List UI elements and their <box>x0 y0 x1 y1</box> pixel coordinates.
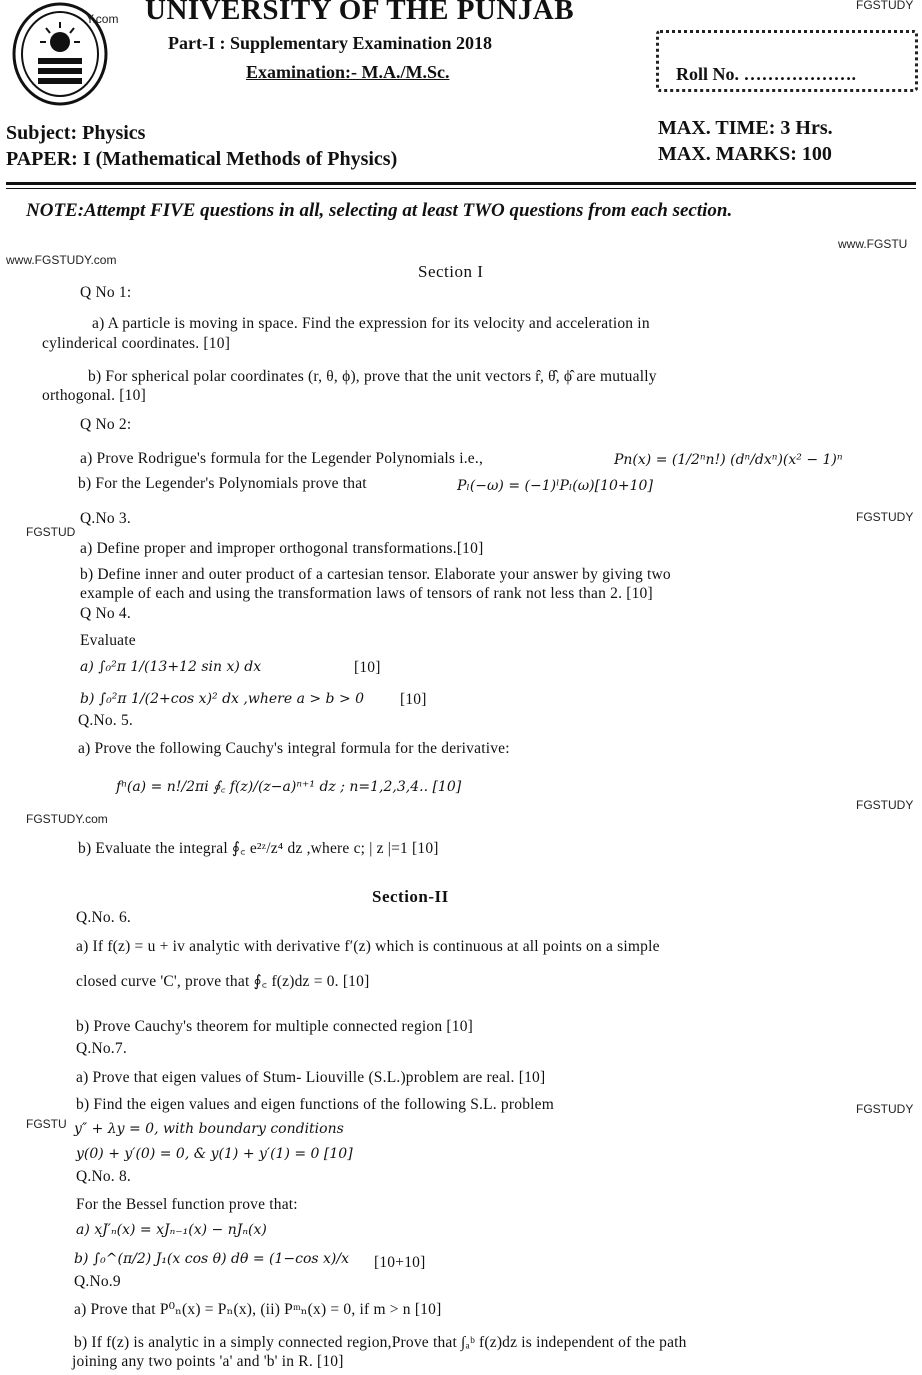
max-marks: MAX. MARKS: 100 <box>658 143 832 165</box>
section-1-title: Section I <box>418 262 484 281</box>
q8b-formula: b) ∫₀^(π/2) J₁(x cos θ) dθ = (1−cos x)/x <box>74 1251 349 1267</box>
divider <box>6 182 916 185</box>
q2-label: Q No 2: <box>80 416 132 433</box>
section-2-title: Section-II <box>372 887 449 906</box>
q4b-marks: [10] <box>400 691 427 708</box>
q5-label: Q.No. 5. <box>78 712 133 729</box>
q3b-text: example of each and using the transformation laws of tensors of rank not less than 2. [10] <box>80 585 653 602</box>
legendre-parity-formula: Pₗ(−ω) = (−1)ˡPₗ(ω)[10+10] <box>457 478 653 494</box>
watermark: FGSTUDY <box>856 0 914 12</box>
q8a-formula: a) xJ′ₙ(x) = xJₙ₋₁(x) − nJₙ(x) <box>76 1222 267 1238</box>
q6a-text: closed curve 'C', prove that ∮꜀ f(z)dz = 0. [10] <box>76 973 370 990</box>
q4a-marks: [10] <box>354 659 381 676</box>
q2a-text: a) Prove Rodrigue's formula for the Legender Polynomials i.e., <box>80 450 484 467</box>
watermark: Y.com <box>86 12 119 26</box>
note: NOTE:Attempt FIVE questions in all, selecting at least TWO questions from each section. <box>26 200 733 221</box>
q4b-integral: b) ∫₀²π 1/(2+cos x)² dx ,where a > b > 0 <box>80 691 365 707</box>
q4-evaluate: Evaluate <box>80 632 136 649</box>
rodrigue-formula: Pn(x) = (1/2ⁿn!) (dⁿ/dxⁿ)(x² − 1)ⁿ <box>614 452 843 468</box>
q8-label: Q.No. 8. <box>76 1168 131 1185</box>
q4a-integral: a) ∫₀²π 1/(13+12 sin x) dx <box>80 659 262 675</box>
q5a-text: a) Prove the following Cauchy's integral formula for the derivative: <box>78 740 510 757</box>
roll-number-label: Roll No. ………………. <box>676 64 856 84</box>
cauchy-formula: fⁿ(a) = n!/2πi ∮꜀ f(z)/(z−a)ⁿ⁺¹ dz ; n=1,2,3,4.. [10] <box>116 779 462 795</box>
q3b-text: b) Define inner and outer product of a cartesian tensor. Elaborate your answer by giving two <box>80 566 671 583</box>
watermark: FGSTUDY <box>856 798 914 812</box>
q9-label: Q.No.9 <box>74 1273 121 1290</box>
q8-intro: For the Bessel function prove that: <box>76 1196 298 1213</box>
watermark: FGSTUD <box>26 525 76 539</box>
q2b-text: b) For the Legender's Polynomials prove that <box>78 475 367 492</box>
max-time: MAX. TIME: 3 Hrs. <box>658 117 833 139</box>
exam-line: Part-I : Supplementary Examination 2018 <box>168 33 492 53</box>
q1a-text: a) A particle is moving in space. Find the expression for its velocity and acceleration in <box>92 315 650 332</box>
subject-label: Subject: Physics <box>6 122 146 144</box>
q6-label: Q.No. 6. <box>76 909 131 926</box>
q1a-text: cylinderical coordinates. [10] <box>42 335 231 352</box>
q1b-text: orthogonal. [10] <box>42 387 146 404</box>
divider <box>6 188 916 189</box>
q3a-text: a) Define proper and improper orthogonal transformations.[10] <box>80 540 484 557</box>
q9a-text: a) Prove that P⁰ₙ(x) = Pₙ(x), (ii) Pᵐₙ(x) = 0, if m > n [10] <box>74 1301 442 1318</box>
q8-marks: [10+10] <box>374 1254 426 1271</box>
paper-label: PAPER: I (Mathematical Methods of Physics) <box>6 148 398 170</box>
q6b-text: b) Prove Cauchy's theorem for multiple connected region [10] <box>76 1018 474 1035</box>
exam-type: Examination:- M.A./M.Sc. <box>246 62 450 82</box>
boundary-conditions: y(0) + y′(0) = 0, & y(1) + y′(1) = 0 [10] <box>76 1146 353 1162</box>
q1b-text: b) For spherical polar coordinates (r, θ, ϕ), prove that the unit vectors r̂, θ̂, ϕ̂ are mutually <box>88 368 657 385</box>
q7-label: Q.No.7. <box>76 1040 127 1057</box>
watermark: FGSTU <box>26 1117 67 1131</box>
q9b-text: joining any two points 'a' and 'b' in R. [10] <box>72 1353 344 1370</box>
watermark: FGSTUDY <box>856 1102 914 1116</box>
q6a-text: a) If f(z) = u + iv analytic with derivative f′(z) which is continuous at all points on a simple <box>76 938 660 955</box>
q9b-text: b) If f(z) is analytic in a simply connected region,Prove that ∫ₐᵇ f(z)dz is independent of the path <box>74 1334 687 1351</box>
q7a-text: a) Prove that eigen values of Stum- Liouville (S.L.)problem are real. [10] <box>76 1069 546 1086</box>
q3-label: Q.No 3. <box>80 510 131 527</box>
watermark: FGSTUDY.com <box>26 812 108 826</box>
watermark: www.FGSTUDY.com <box>6 253 117 267</box>
q7b-text: b) Find the eigen values and eigen functions of the following S.L. problem <box>76 1096 554 1113</box>
q5b-text: b) Evaluate the integral ∮꜀ e²ᶻ/z⁴ dz ,where c; | z |=1 [10] <box>78 840 439 857</box>
sl-equation: y″ + λy = 0, with boundary conditions <box>74 1121 344 1137</box>
watermark: www.FGSTU <box>838 237 908 251</box>
q4-label: Q No 4. <box>80 605 131 622</box>
university-title: UNIVERSITY OF THE PUNJAB <box>145 0 575 26</box>
q1-label: Q No 1: <box>80 284 132 301</box>
watermark: FGSTUDY <box>856 510 914 524</box>
